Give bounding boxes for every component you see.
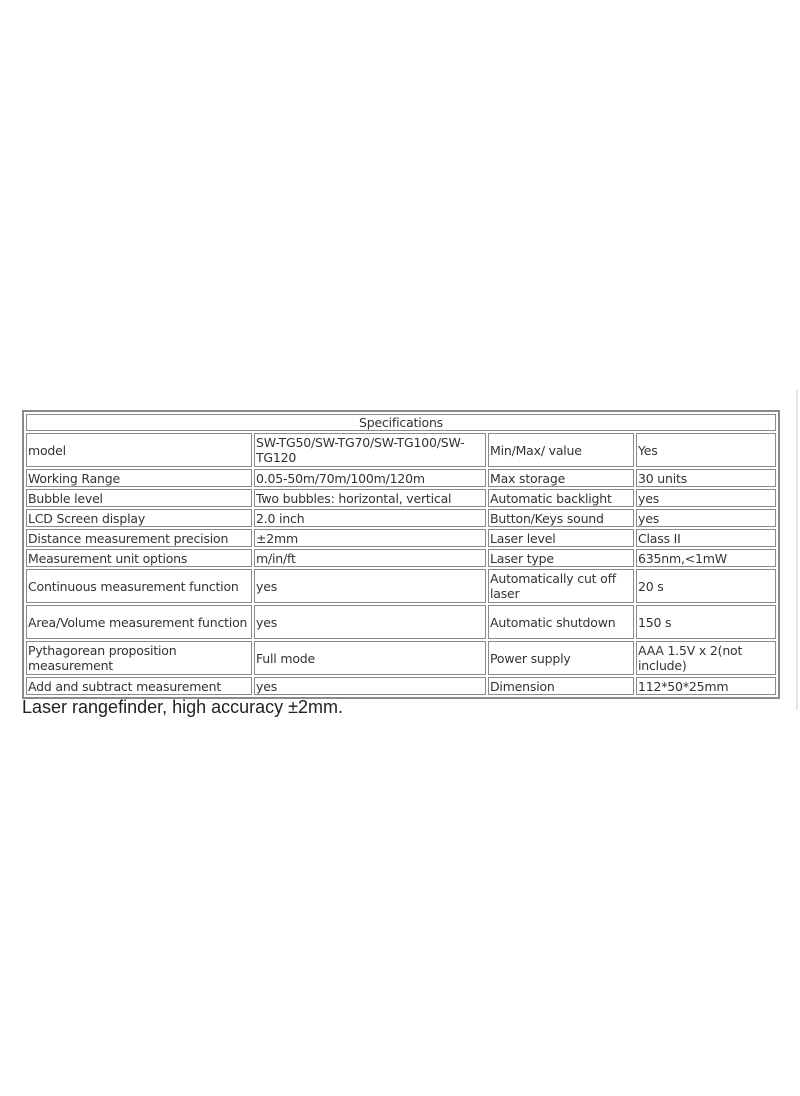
- spec-value-left: Full mode: [254, 641, 486, 675]
- spec-label-left: Working Range: [26, 469, 252, 487]
- spec-label-left: Measurement unit options: [26, 549, 252, 567]
- spec-label-right: Dimension: [488, 677, 634, 695]
- table-row: [26, 509, 776, 527]
- spec-value-left: 2.0 inch: [254, 509, 486, 527]
- spec-value-left: yes: [254, 605, 486, 639]
- spec-label-right: Laser level: [488, 529, 634, 547]
- specifications-table-container: [22, 410, 776, 699]
- spec-label-left: Distance measurement precision: [26, 529, 252, 547]
- specifications-table: [22, 410, 780, 699]
- table-row: [26, 529, 776, 547]
- spec-value-right: 20 s: [636, 569, 776, 603]
- spec-label-right: Button/Keys sound: [488, 509, 634, 527]
- table-row: [26, 641, 776, 675]
- spec-label-left: Continuous measurement function: [26, 569, 252, 603]
- table-title-row: [26, 414, 776, 431]
- spec-label-left: Add and subtract measurement: [26, 677, 252, 695]
- spec-value-left: ±2mm: [254, 529, 486, 547]
- spec-value-right: 30 units: [636, 469, 776, 487]
- spec-value-right: yes: [636, 509, 776, 527]
- spec-value-right: 635nm,<1mW: [636, 549, 776, 567]
- table-row: [26, 469, 776, 487]
- spec-value-right: 150 s: [636, 605, 776, 639]
- table-row: [26, 549, 776, 567]
- spec-label-left: Area/Volume measurement function: [26, 605, 252, 639]
- table-title: Specifications: [26, 414, 776, 431]
- spec-value-left: SW-TG50/SW-TG70/SW-TG100/SW-TG120: [254, 433, 486, 467]
- spec-label-left: LCD Screen display: [26, 509, 252, 527]
- spec-value-left: m/in/ft: [254, 549, 486, 567]
- spec-label-right: Min/Max/ value: [488, 433, 634, 467]
- spec-label-left: Pythagorean proposition measurement: [26, 641, 252, 675]
- spec-label-right: Automatic shutdown: [488, 605, 634, 639]
- spec-value-left: Two bubbles: horizontal, vertical: [254, 489, 486, 507]
- spec-label-right: Power supply: [488, 641, 634, 675]
- table-row: [26, 569, 776, 603]
- spec-value-right: Class II: [636, 529, 776, 547]
- spec-value-right: Yes: [636, 433, 776, 467]
- spec-label-right: Automatic backlight: [488, 489, 634, 507]
- spec-label-left: Bubble level: [26, 489, 252, 507]
- spec-value-left: yes: [254, 677, 486, 695]
- spec-label-right: Laser type: [488, 549, 634, 567]
- table-row: [26, 489, 776, 507]
- spec-value-right: 112*50*25mm: [636, 677, 776, 695]
- spec-value-right: AAA 1.5V x 2(not include): [636, 641, 776, 675]
- page-edge-divider: [796, 390, 798, 710]
- table-row: [26, 605, 776, 639]
- spec-label-left: model: [26, 433, 252, 467]
- spec-label-right: Automatically cut off laser: [488, 569, 634, 603]
- spec-value-left: yes: [254, 569, 486, 603]
- product-caption: Laser rangefinder, high accuracy ±2mm.: [22, 697, 344, 717]
- table-row: [26, 433, 776, 467]
- table-row: [26, 677, 776, 695]
- spec-value-right: yes: [636, 489, 776, 507]
- spec-label-right: Max storage: [488, 469, 634, 487]
- spec-value-left: 0.05-50m/70m/100m/120m: [254, 469, 486, 487]
